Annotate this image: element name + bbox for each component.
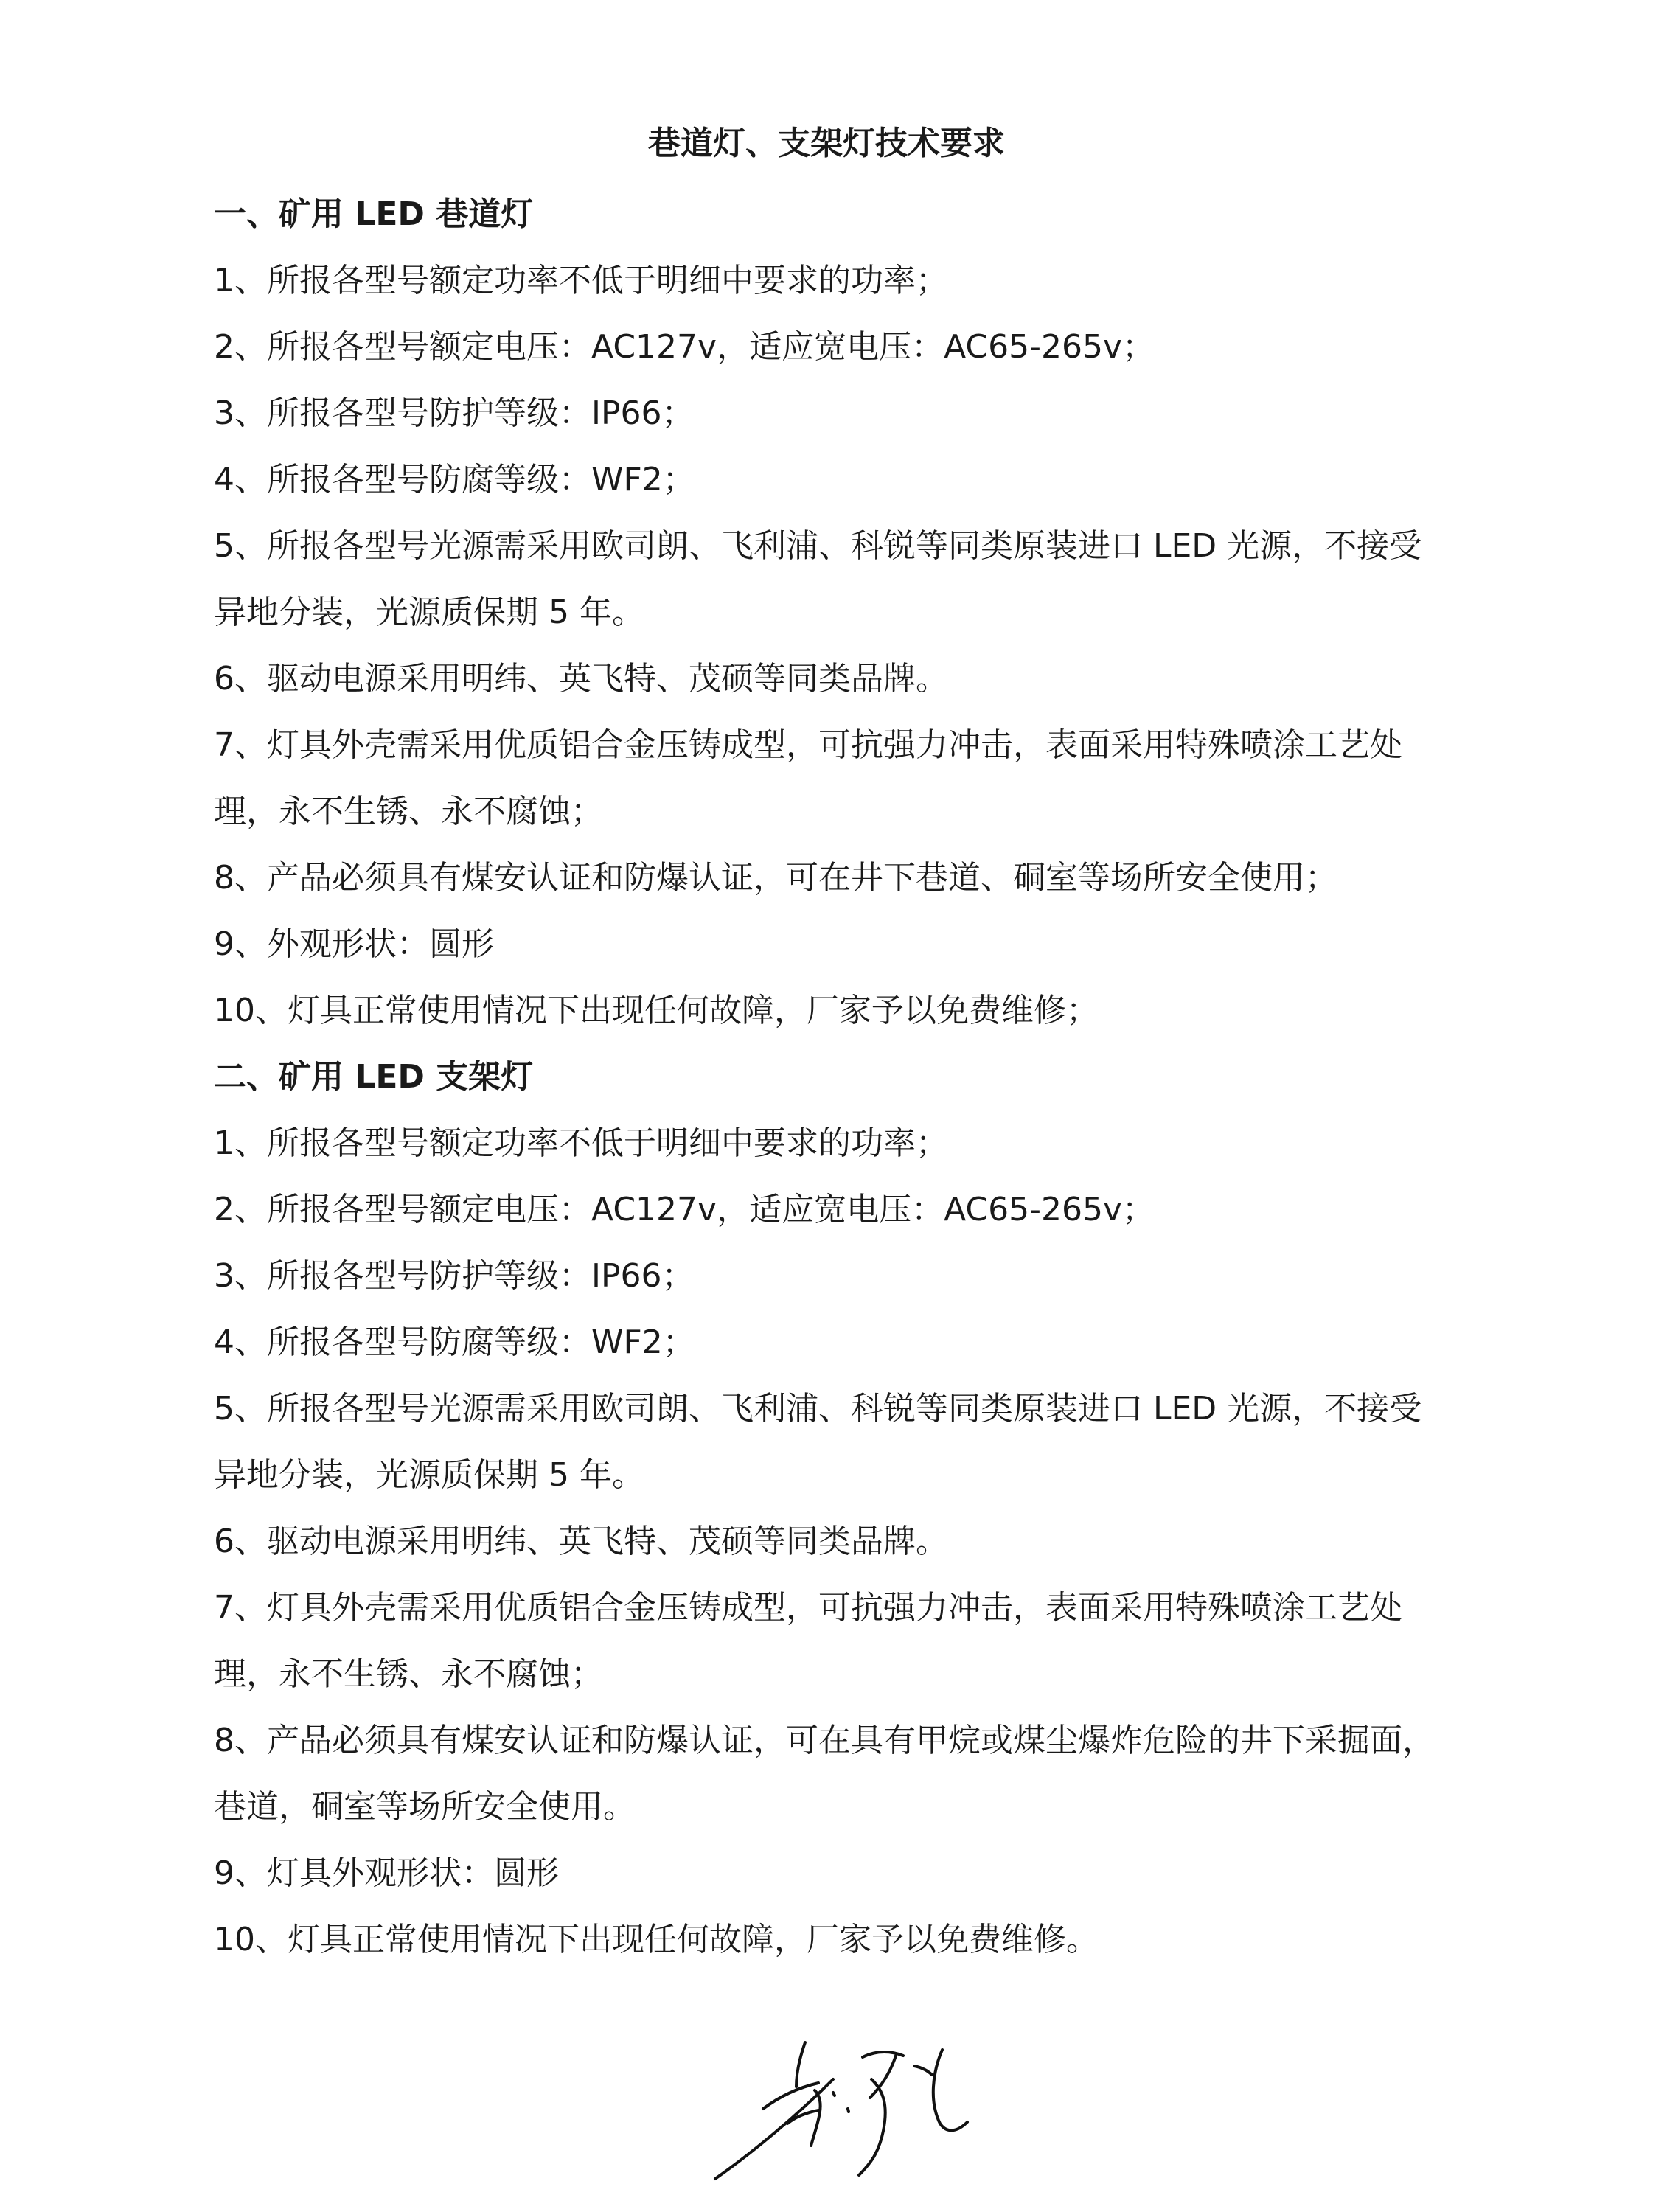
list-item: 4、所报各型号防腐等级：WF2； xyxy=(214,1324,695,1361)
list-item: 10、灯具正常使用情况下出现任何故障，厂家予以免费维修。 xyxy=(214,1921,1099,1958)
list-item: 8、产品必须具有煤安认证和防爆认证，可在具有甲烷或煤尘爆炸危险的井下采掘面，巷道，硐室等场所安全使用。 xyxy=(214,1722,1435,1826)
list-item: 8、产品必须具有煤安认证和防爆认证，可在井下巷道、硐室等场所安全使用； xyxy=(214,859,1337,897)
list-item: 4、所报各型号防腐等级：WF2； xyxy=(214,461,695,498)
list-item: 7、灯具外壳需采用优质铝合金压铸成型，可抗强力冲击，表面采用特殊喷涂工艺处理，永不生锈、永不腐蚀； xyxy=(214,726,1402,830)
list-item: 6、驱动电源采用明纬、英飞特、茂硕等同类品牌。 xyxy=(214,1523,948,1560)
list-item: 2、所报各型号额定电压：AC127v，适应宽电压：AC65-265v； xyxy=(214,1191,1155,1228)
list-item: 9、灯具外观形状：圆形 xyxy=(214,1854,559,1892)
list-item: 3、所报各型号防护等级：IP66； xyxy=(214,1257,695,1295)
section-bracket-light xyxy=(214,1044,1452,1973)
list-item: 5、所报各型号光源需采用欧司朗、飞利浦、科锐等同类原装进口 LED 光源，不接受异地分装，光源质保期 5 年。 xyxy=(214,527,1422,631)
list-item: 7、灯具外壳需采用优质铝合金压铸成型，可抗强力冲击，表面采用特殊喷涂工艺处理，永不生锈、永不腐蚀； xyxy=(214,1589,1402,1693)
list-item: 10、灯具正常使用情况下出现任何故障，厂家予以免费维修； xyxy=(214,992,1099,1029)
document-title: 巷道灯、支架灯技术要求 xyxy=(648,125,1005,162)
list-item: 1、所报各型号额定功率不低于明细中要求的功率； xyxy=(214,1124,948,1162)
handwritten-signature-icon xyxy=(708,2028,988,2190)
list-item: 9、外观形状：圆形 xyxy=(214,925,494,963)
section-heading: 二、矿用 LED 支架灯 xyxy=(214,1058,534,1096)
list-item: 3、所报各型号防护等级：IP66； xyxy=(214,394,695,432)
document-body xyxy=(214,181,1452,1973)
list-item: 2、所报各型号额定电压：AC127v，适应宽电压：AC65-265v； xyxy=(214,328,1155,366)
section-tunnel-light xyxy=(214,181,1452,1044)
section-heading: 一、矿用 LED 巷道灯 xyxy=(214,195,534,233)
list-item: 6、驱动电源采用明纬、英飞特、茂硕等同类品牌。 xyxy=(214,660,948,698)
list-item: 1、所报各型号额定功率不低于明细中要求的功率； xyxy=(214,262,948,299)
list-item: 5、所报各型号光源需采用欧司朗、飞利浦、科锐等同类原装进口 LED 光源，不接受异地分装，光源质保期 5 年。 xyxy=(214,1390,1422,1494)
